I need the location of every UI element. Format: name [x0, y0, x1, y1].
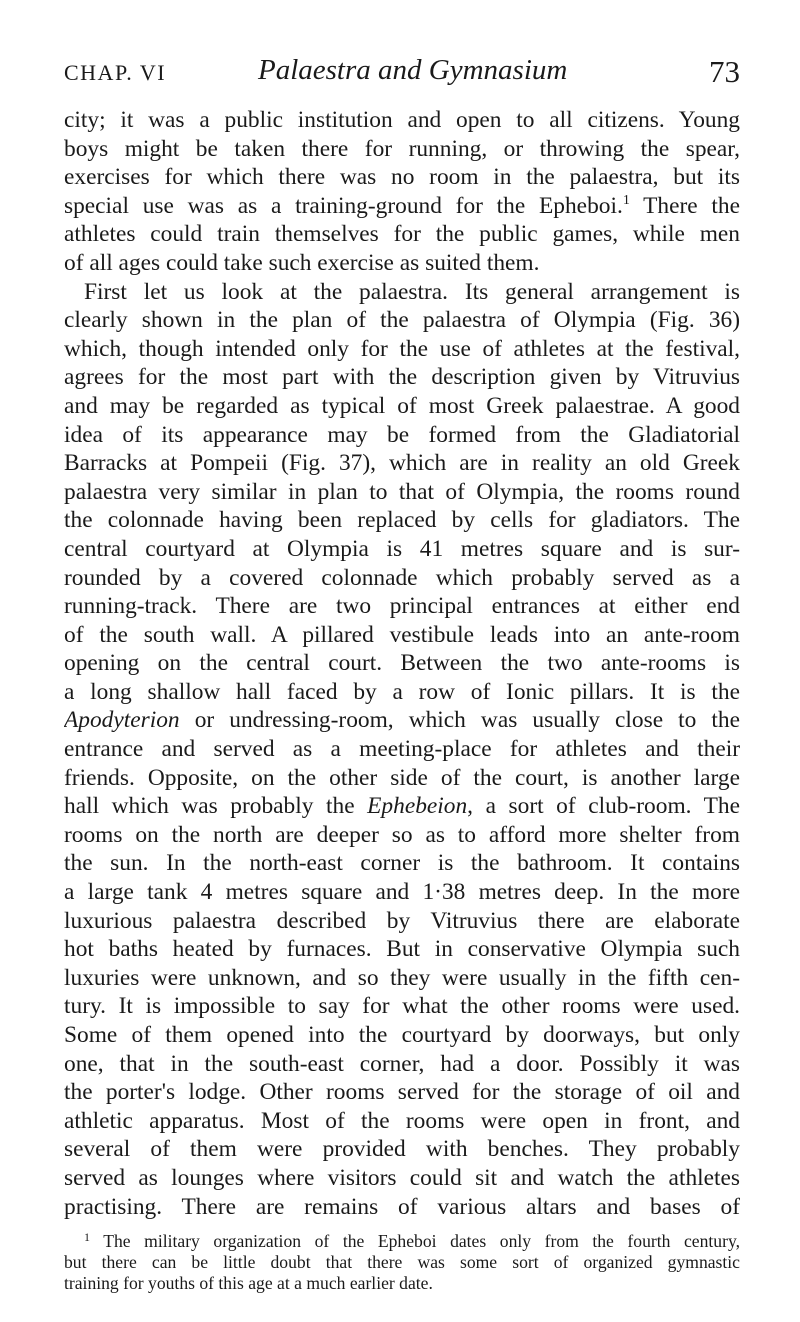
body-line: practising. There are remains of various altars and bases of — [64, 1193, 740, 1220]
body-line: hot baths heated by furnaces. But in conservative Olympia such — [64, 936, 740, 963]
body-line: several of them were provided with benches. They probably — [64, 1136, 740, 1163]
body-line: idea of its appearance may be formed from the Gladiatorial — [64, 421, 740, 448]
body-line: agrees for the most part with the description given by Vitruvius — [64, 364, 740, 391]
italic-term: Ephebeion — [367, 793, 468, 820]
running-head — [64, 52, 740, 100]
body-line: served as lounges where visitors could sit and watch the athletes — [64, 1164, 740, 1191]
body-line: running-track. There are two principal entrances at either end — [64, 593, 740, 620]
body-line: luxurious palaestra described by Vitruvius there are elaborate — [64, 907, 740, 934]
body-line: a long shallow hall faced by a row of Ionic pillars. It is the — [64, 678, 740, 705]
footnote-line: but there can be little doubt that there was some sort of organized gymnastic — [64, 1252, 740, 1273]
body-line: of the south wall. A pillared vestibule leads into an ante-room — [64, 621, 740, 648]
body-line: the sun. In the north-east corner is the bathroom. It contains — [64, 850, 740, 877]
body-line: friends. Opposite, on the other side of the court, is another large — [64, 764, 740, 791]
book-page — [64, 52, 740, 1294]
body-line: entrance and served as a meeting-place for athletes and their — [64, 736, 740, 763]
body-line: Barracks at Pompeii (Fig. 37), which are in reality an old Greek — [64, 450, 740, 477]
body-line: which, though intended only for the use of athletes at the festival, — [64, 335, 740, 362]
body-line: Apodyterion or undressing-room, which was usually close to the — [64, 707, 740, 734]
body-line: the colonnade having been replaced by cells for gladiators. The — [64, 507, 740, 534]
body-line: central courtyard at Olympia is 41 metres square and is sur- — [64, 535, 740, 562]
italic-term: Apodyterion — [64, 707, 180, 734]
body-line: a large tank 4 metres square and 1·38 metres deep. In the more — [64, 879, 740, 906]
body-line: athletic apparatus. Most of the rooms were open in front, and — [64, 1107, 740, 1134]
body-line: Some of them opened into the courtyard by doorways, but only — [64, 1022, 740, 1048]
body-line: city; it was a public institution and open to all citizens. Young — [64, 107, 740, 133]
body-line: rounded by a covered colonnade which probably served as a — [64, 564, 740, 591]
body-text — [64, 106, 740, 1221]
footnotes — [64, 1231, 740, 1294]
body-line: and may be regarded as typical of most Greek palaestrae. A good — [64, 392, 740, 419]
footnote-line: training for youths of this age at a much earlier date. — [64, 1273, 433, 1294]
body-line: special use was as a training-ground for the Epheboi.$^1$ There the — [64, 192, 740, 219]
body-line: exercises for which there was no room in the palaestra, but its — [64, 164, 740, 191]
body-line: luxuries were unknown, and so they were usually in the fifth cen- — [64, 964, 740, 991]
footnote-marker: 1 — [84, 1231, 90, 1245]
page-number: 73 — [709, 54, 740, 89]
body-line: the porter's lodge. Other rooms served for the storage of oil and — [64, 1079, 740, 1106]
body-line: athletes could train themselves for the public games, while men — [64, 221, 740, 248]
body-line: boys might be taken there for running, or throwing the spear, — [64, 135, 740, 162]
body-line: tury. It is impossible to say for what the other rooms were used. — [64, 993, 740, 1020]
body-line: hall which was probably the Ephebeion, a sort of club-room. The — [64, 793, 740, 820]
body-line: clearly shown in the plan of the palaestra of Olympia (Fig. 36) — [64, 307, 740, 334]
body-line: opening on the central court. Between the two ante-rooms is — [64, 650, 740, 677]
footnote-reference: 1 — [622, 192, 630, 208]
body-line: of all ages could take such exercise as suited them. — [64, 249, 540, 276]
footnote-line: $^1$ The military organization of the Epheboi dates only from the fourth century, — [84, 1231, 740, 1252]
body-line: rooms on the north are deeper so as to afford more shelter from — [64, 821, 740, 848]
body-line: palaestra very similar in plan to that of Olympia, the rooms round — [64, 478, 740, 505]
body-line: First let us look at the palaestra. Its general arrangement is — [84, 278, 740, 305]
chapter-label: CHAP. VI — [64, 60, 167, 85]
running-title: Palaestra and Gymnasium — [258, 54, 568, 86]
body-line: one, that in the south-east corner, had a door. Possibly it was — [64, 1050, 740, 1077]
